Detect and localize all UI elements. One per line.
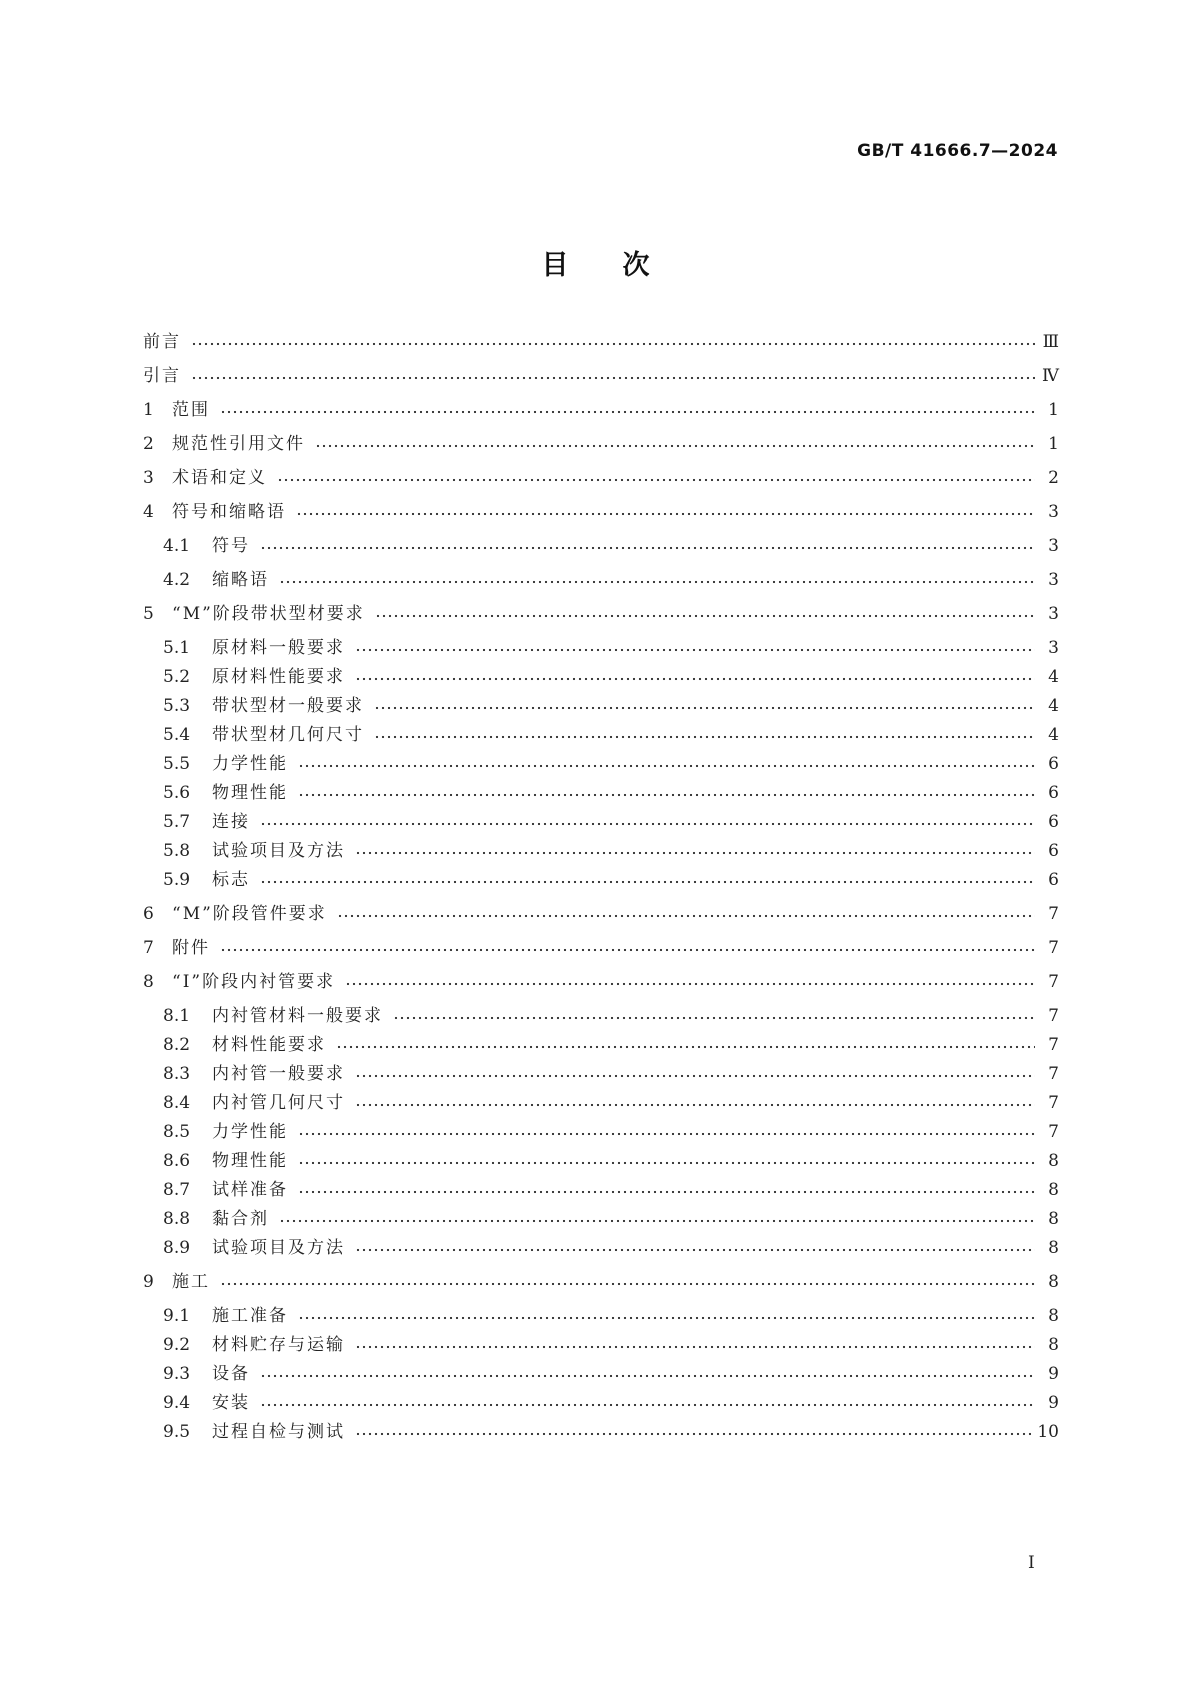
- toc-entry-page: 1: [1048, 434, 1059, 454]
- toc-dot-leader: [355, 1090, 1035, 1116]
- toc-dot-leader: [393, 1003, 1035, 1029]
- toc-entry[interactable]: [163, 1003, 1059, 1029]
- toc-entry-label: 施工准备: [212, 1306, 288, 1326]
- toc-entry-number: 8.5: [163, 1122, 191, 1142]
- toc-entry-number: 9.4: [163, 1393, 191, 1413]
- toc-entry-number: 9.2: [163, 1335, 191, 1355]
- toc-entry-number: 4: [143, 502, 154, 522]
- toc-entry[interactable]: [163, 1361, 1059, 1387]
- toc-entry[interactable]: [163, 838, 1059, 864]
- toc-entry[interactable]: [163, 1032, 1059, 1058]
- toc-entry-page: 3: [1048, 604, 1059, 624]
- toc-entry-page: 2: [1048, 468, 1059, 488]
- toc-entry-page: 3: [1048, 502, 1059, 522]
- toc-entry-number: 9: [143, 1272, 154, 1292]
- toc-entry-number: 5.5: [163, 754, 191, 774]
- toc-entry[interactable]: [163, 664, 1059, 690]
- toc-dot-leader: [298, 1119, 1035, 1145]
- toc-entry-page: 8: [1048, 1272, 1059, 1292]
- toc-entry-page: 4: [1048, 667, 1059, 687]
- toc-entry[interactable]: [163, 751, 1059, 777]
- toc-entry-page: 6: [1048, 841, 1059, 861]
- toc-entry-number: 8.2: [163, 1035, 191, 1055]
- toc-entry-page: 9: [1048, 1393, 1059, 1413]
- toc-entry[interactable]: [143, 363, 1059, 389]
- toc-entry-label: 内衬管材料一般要求: [212, 1006, 383, 1026]
- toc-entry-number: 5.9: [163, 870, 191, 890]
- toc-entry-number: 8.6: [163, 1151, 191, 1171]
- toc-entry-page: 7: [1048, 1122, 1059, 1142]
- toc-entry[interactable]: [143, 969, 1059, 995]
- toc-entry-number: 8.3: [163, 1064, 191, 1084]
- toc-entry-page: 8: [1048, 1180, 1059, 1200]
- toc-entry[interactable]: [163, 1119, 1059, 1145]
- toc-entry-page: 6: [1048, 870, 1059, 890]
- toc-dot-leader: [279, 567, 1035, 593]
- toc-entry-page: 6: [1048, 812, 1059, 832]
- toc-entry-number: 5.6: [163, 783, 191, 803]
- toc-entry-page: 7: [1048, 972, 1059, 992]
- toc-entry-page: 8: [1048, 1238, 1059, 1258]
- toc-entry-label: 原材料性能要求: [212, 667, 345, 687]
- toc-entry[interactable]: [163, 1332, 1059, 1358]
- toc-entry-page: 6: [1048, 754, 1059, 774]
- toc-entry-label: 符号: [212, 536, 250, 556]
- toc-dot-leader: [336, 1032, 1035, 1058]
- toc-dot-leader: [315, 431, 1035, 457]
- toc-dot-leader: [355, 1061, 1035, 1087]
- toc-entry-label: 符号和缩略语: [172, 502, 286, 522]
- toc-entry-page: 6: [1048, 783, 1059, 803]
- toc-entry-label: 带状型材一般要求: [212, 696, 364, 716]
- toc-entry-number: 5.3: [163, 696, 191, 716]
- standard-code: GB/T 41666.7—2024: [857, 141, 1058, 161]
- toc-dot-leader: [355, 635, 1035, 661]
- toc-entry[interactable]: [163, 1061, 1059, 1087]
- toc-entry-number: 9.3: [163, 1364, 191, 1384]
- toc-entry[interactable]: [163, 780, 1059, 806]
- toc-entry-page: 7: [1048, 938, 1059, 958]
- toc-entry-label: 材料性能要求: [212, 1035, 326, 1055]
- toc-entry[interactable]: [143, 465, 1059, 491]
- toc-entry-page: 7: [1048, 1035, 1059, 1055]
- toc-entry-label: 前言: [143, 332, 181, 352]
- toc-entry[interactable]: [163, 1206, 1059, 1232]
- toc-entry-label: “M”阶段管件要求: [172, 904, 327, 924]
- toc-dot-leader: [260, 533, 1035, 559]
- toc-entry-number: 8.4: [163, 1093, 191, 1113]
- toc-entry-page: Ⅳ: [1042, 366, 1059, 386]
- toc-entry[interactable]: [163, 1390, 1059, 1416]
- toc-entry-number: 8: [143, 972, 154, 992]
- toc-dot-leader: [260, 809, 1035, 835]
- toc-dot-leader: [298, 751, 1035, 777]
- toc-entry-number: 5.1: [163, 638, 191, 658]
- toc-entry[interactable]: [163, 1303, 1059, 1329]
- toc-entry-label: “I”阶段内衬管要求: [172, 972, 336, 992]
- toc-entry-label: 试验项目及方法: [212, 841, 345, 861]
- toc-dot-leader: [298, 1177, 1035, 1203]
- toc-entry[interactable]: [163, 867, 1059, 893]
- toc-entry-number: 6: [143, 904, 154, 924]
- toc-entry-number: 5.2: [163, 667, 191, 687]
- toc-entry-number: 7: [143, 938, 154, 958]
- toc-entry-page: 10: [1037, 1422, 1059, 1442]
- toc-entry-label: 材料贮存与运输: [212, 1335, 345, 1355]
- toc-entry-page: 3: [1048, 638, 1059, 658]
- toc-entry-number: 3: [143, 468, 154, 488]
- toc-entry[interactable]: [163, 1235, 1059, 1261]
- toc-entry[interactable]: [163, 533, 1059, 559]
- toc-entry-label: 原材料一般要求: [212, 638, 345, 658]
- toc-entry-label: 内衬管一般要求: [212, 1064, 345, 1084]
- toc-dot-leader: [220, 935, 1035, 961]
- toc-dot-leader: [298, 780, 1035, 806]
- toc-dot-leader: [337, 901, 1035, 927]
- toc-dot-leader: [355, 838, 1035, 864]
- toc-entry[interactable]: [163, 1419, 1059, 1445]
- toc-entry-label: “M”阶段带状型材要求: [172, 604, 365, 624]
- toc-entry-number: 1: [143, 400, 154, 420]
- toc-dot-leader: [279, 1206, 1035, 1232]
- toc-entry[interactable]: [143, 499, 1059, 525]
- toc-entry-label: 引言: [143, 366, 181, 386]
- toc-entry-label: 过程自检与测试: [212, 1422, 345, 1442]
- toc-entry[interactable]: [163, 1148, 1059, 1174]
- toc-entry-page: 8: [1048, 1306, 1059, 1326]
- toc-dot-leader: [260, 1361, 1035, 1387]
- toc-dot-leader: [355, 1419, 1031, 1445]
- toc-dot-leader: [220, 1269, 1035, 1295]
- toc-entry-label: 设备: [212, 1364, 250, 1384]
- toc-entry[interactable]: [163, 567, 1059, 593]
- toc-entry[interactable]: [143, 601, 1059, 627]
- toc-entry-label: 术语和定义: [172, 468, 267, 488]
- toc-entry-number: 5.7: [163, 812, 191, 832]
- toc-entry-number: 4.2: [163, 570, 191, 590]
- toc-entry-page: 7: [1048, 1006, 1059, 1026]
- toc-entry-label: 内衬管几何尺寸: [212, 1093, 345, 1113]
- toc-entry-label: 物理性能: [212, 783, 288, 803]
- toc-entry[interactable]: [163, 635, 1059, 661]
- toc-entry-label: 连接: [212, 812, 250, 832]
- toc-entry[interactable]: [143, 935, 1059, 961]
- toc-entry-page: 4: [1048, 696, 1059, 716]
- toc-dot-leader: [345, 969, 1035, 995]
- toc-dot-leader: [355, 664, 1035, 690]
- toc-entry-number: 5.8: [163, 841, 191, 861]
- toc-entry-label: 力学性能: [212, 1122, 288, 1142]
- toc-dot-leader: [355, 1332, 1035, 1358]
- toc-entry-page: 7: [1048, 1093, 1059, 1113]
- toc-entry[interactable]: [143, 397, 1059, 423]
- toc-entry-label: 缩略语: [212, 570, 269, 590]
- toc-entry-label: 安装: [212, 1393, 250, 1413]
- toc-dot-leader: [260, 867, 1035, 893]
- toc-entry-label: 试验项目及方法: [212, 1238, 345, 1258]
- toc-entry-page: 8: [1048, 1151, 1059, 1171]
- toc-entry-label: 力学性能: [212, 754, 288, 774]
- toc-entry-number: 5: [143, 604, 154, 624]
- toc-entry-page: 3: [1048, 570, 1059, 590]
- toc-entry-number: 8.8: [163, 1209, 191, 1229]
- toc-dot-leader: [375, 601, 1035, 627]
- toc-dot-leader: [260, 1390, 1035, 1416]
- toc-entry-label: 标志: [212, 870, 250, 890]
- toc-entry-label: 物理性能: [212, 1151, 288, 1171]
- toc-entry-label: 范围: [172, 400, 210, 420]
- toc-entry[interactable]: [163, 693, 1059, 719]
- toc-entry-label: 施工: [172, 1272, 210, 1292]
- toc-dot-leader: [374, 722, 1035, 748]
- toc-entry-number: 5.4: [163, 725, 191, 745]
- toc-entry-page: Ⅲ: [1042, 332, 1059, 352]
- toc-entry-page: 9: [1048, 1364, 1059, 1384]
- toc-entry-label: 试样准备: [212, 1180, 288, 1200]
- toc-dot-leader: [220, 397, 1035, 423]
- toc-entry-number: 9.5: [163, 1422, 191, 1442]
- toc-entry[interactable]: [163, 1177, 1059, 1203]
- toc-dot-leader: [191, 363, 1035, 389]
- toc-entry[interactable]: [163, 809, 1059, 835]
- toc-entry-label: 附件: [172, 938, 210, 958]
- toc-dot-leader: [277, 465, 1035, 491]
- toc-entry-label: 带状型材几何尺寸: [212, 725, 364, 745]
- toc-entry-number: 8.7: [163, 1180, 191, 1200]
- toc-entry-page: 8: [1048, 1335, 1059, 1355]
- toc-entry-number: 8.9: [163, 1238, 191, 1258]
- toc-entry[interactable]: [143, 329, 1059, 355]
- toc-entry-number: 9.1: [163, 1306, 191, 1326]
- page-number: I: [1028, 1553, 1035, 1573]
- toc-entry[interactable]: [143, 1269, 1059, 1295]
- toc-entry-page: 7: [1048, 1064, 1059, 1084]
- toc-entry-label: 规范性引用文件: [172, 434, 305, 454]
- toc-entry[interactable]: [143, 901, 1059, 927]
- toc-entry-label: 黏合剂: [212, 1209, 269, 1229]
- toc-entry[interactable]: [163, 1090, 1059, 1116]
- toc-dot-leader: [191, 329, 1035, 355]
- toc-entry-number: 4.1: [163, 536, 191, 556]
- toc-entry-page: 1: [1048, 400, 1059, 420]
- toc-entry[interactable]: [143, 431, 1059, 457]
- page-title: 目 次: [541, 250, 650, 281]
- toc-entry-page: 3: [1048, 536, 1059, 556]
- toc-entry-page: 7: [1048, 904, 1059, 924]
- toc-dot-leader: [298, 1148, 1035, 1174]
- toc-dot-leader: [374, 693, 1035, 719]
- toc-entry-number: 2: [143, 434, 154, 454]
- toc-entry-page: 4: [1048, 725, 1059, 745]
- toc-dot-leader: [355, 1235, 1035, 1261]
- toc-entry-page: 8: [1048, 1209, 1059, 1229]
- toc-entry[interactable]: [163, 722, 1059, 748]
- toc-dot-leader: [296, 499, 1035, 525]
- toc-entry-number: 8.1: [163, 1006, 191, 1026]
- toc-dot-leader: [298, 1303, 1035, 1329]
